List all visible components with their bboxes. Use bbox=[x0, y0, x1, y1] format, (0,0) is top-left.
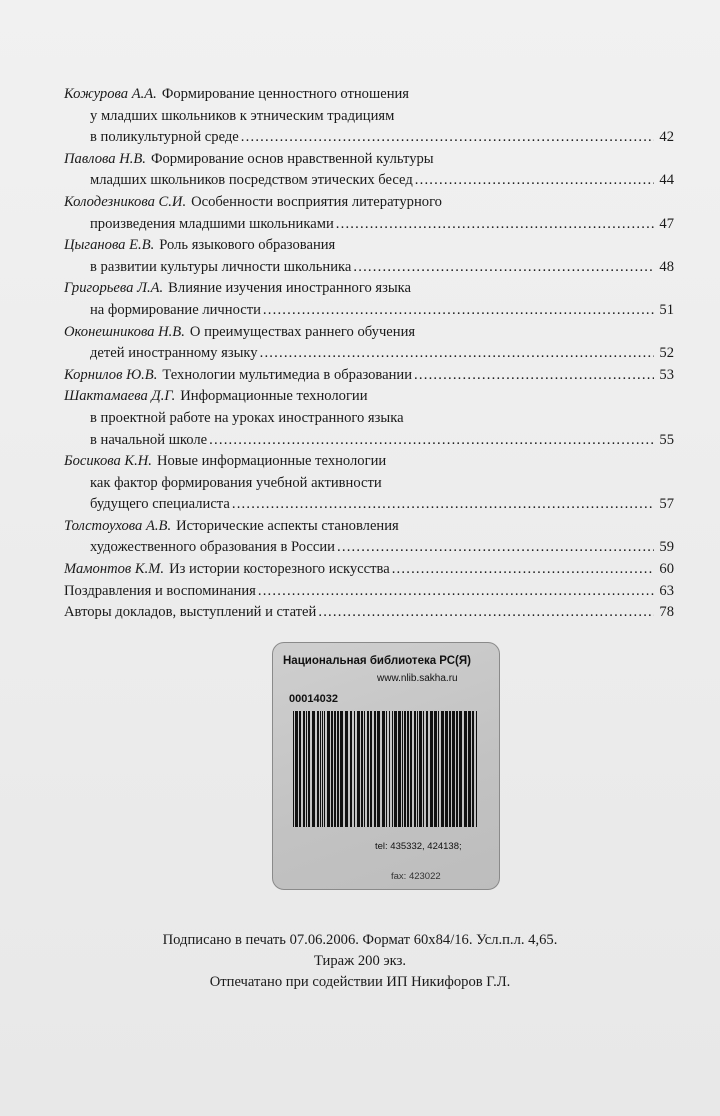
toc-title-text: Новые информационные технологии bbox=[156, 453, 387, 470]
toc-leader-dots bbox=[209, 430, 654, 452]
toc-title-text: Исторические аспекты становления bbox=[176, 517, 399, 534]
toc-entry bbox=[64, 84, 674, 149]
toc-line bbox=[64, 408, 674, 430]
toc-title-text: Авторы докладов, выступлений и статей bbox=[64, 604, 317, 621]
toc-leader-dots bbox=[353, 257, 654, 279]
toc-leader-dots bbox=[336, 214, 654, 236]
sticker-url: www.nlib.sakha.ru bbox=[377, 673, 458, 684]
toc-title-text: младших школьников посредством этических бесед bbox=[90, 172, 413, 189]
toc-leader-dots bbox=[415, 170, 654, 192]
toc-line bbox=[64, 278, 674, 300]
toc-page-number: 78 bbox=[659, 604, 674, 621]
toc-line bbox=[64, 106, 674, 128]
toc-line bbox=[64, 322, 674, 344]
toc-author: Григорьева Л.А. bbox=[64, 280, 164, 297]
toc-title-text: в начальной школе bbox=[90, 431, 208, 448]
toc-line bbox=[64, 214, 674, 236]
sticker-inventory-number: 00014032 bbox=[289, 693, 338, 705]
toc-page-number: 63 bbox=[659, 582, 674, 599]
toc-page-number: 42 bbox=[659, 129, 674, 146]
toc-page-number: 60 bbox=[659, 561, 674, 578]
sticker-telephone: tel: 435332, 424138; bbox=[375, 841, 462, 852]
toc-title-text: в поликультурной среде bbox=[90, 129, 239, 146]
toc-line bbox=[64, 386, 674, 408]
toc-entry bbox=[64, 451, 674, 516]
toc-title-text: Технологии мультимедиа в образовании bbox=[162, 366, 413, 383]
toc-title-text: как фактор формирования учебной активности bbox=[90, 474, 382, 491]
toc-title-text: Роль языкового образования bbox=[159, 237, 336, 254]
table-of-contents bbox=[64, 84, 674, 624]
toc-leader-dots bbox=[337, 537, 654, 559]
toc-title-text: Информационные технологии bbox=[180, 388, 368, 405]
toc-line bbox=[64, 84, 674, 106]
toc-title-text: Поздравления и воспоминания bbox=[64, 582, 256, 599]
toc-page-number: 53 bbox=[659, 366, 674, 383]
toc-entry bbox=[64, 278, 674, 321]
toc-entry bbox=[64, 365, 674, 387]
sticker-fax: fax: 423022 bbox=[391, 871, 441, 882]
toc-title-text: произведения младшими школьниками bbox=[90, 215, 334, 232]
imprint-print-details: Подписано в печать 07.06.2006. Формат 60x84/16. Усл.п.л. 4,65. bbox=[162, 932, 558, 948]
toc-entry bbox=[64, 581, 674, 603]
toc-entry bbox=[64, 386, 674, 451]
toc-line bbox=[64, 559, 674, 581]
toc-entry bbox=[64, 149, 674, 192]
toc-title-text: у младших школьников к этническим традициям bbox=[90, 107, 395, 124]
toc-author: Толстоухова А.В. bbox=[64, 517, 172, 534]
toc-line bbox=[64, 516, 674, 538]
imprint-print-run: Тираж 200 экз. bbox=[314, 953, 406, 969]
toc-title-text: Формирование ценностного отношения bbox=[161, 86, 410, 102]
toc-title-text: будущего специалиста bbox=[90, 496, 230, 513]
toc-leader-dots bbox=[241, 127, 654, 149]
toc-title-text: художественного образования в России bbox=[90, 539, 335, 556]
toc-page-number: 57 bbox=[659, 496, 674, 513]
library-barcode-sticker bbox=[272, 642, 500, 890]
toc-author: Павлова Н.В. bbox=[64, 150, 146, 167]
toc-leader-dots bbox=[318, 602, 654, 624]
toc-line bbox=[64, 300, 674, 322]
toc-line bbox=[64, 451, 674, 473]
toc-title-text: Формирование основ нравственной культуры bbox=[150, 150, 434, 167]
toc-author: Корнилов Ю.В. bbox=[64, 366, 158, 383]
toc-line bbox=[64, 537, 674, 559]
toc-leader-dots bbox=[392, 559, 654, 581]
toc-line bbox=[64, 170, 674, 192]
toc-line bbox=[64, 343, 674, 365]
toc-author: Оконешникова Н.В. bbox=[64, 323, 185, 340]
toc-page-number: 47 bbox=[659, 215, 674, 232]
toc-line bbox=[64, 494, 674, 516]
toc-author: Кожурова А.А. bbox=[64, 86, 157, 102]
toc-entry bbox=[64, 322, 674, 365]
toc-leader-dots bbox=[414, 365, 654, 387]
toc-author: Цыганова Е.В. bbox=[64, 237, 155, 254]
toc-page-number: 59 bbox=[659, 539, 674, 556]
toc-leader-dots bbox=[258, 581, 654, 603]
toc-entry bbox=[64, 192, 674, 235]
toc-entry bbox=[64, 516, 674, 559]
toc-title-text: детей иностранному языку bbox=[90, 345, 258, 362]
toc-title-text: О преимуществах раннего обучения bbox=[189, 323, 416, 340]
sticker-library-name: Национальная библиотека РС(Я) bbox=[283, 655, 471, 667]
toc-page-number: 52 bbox=[659, 345, 674, 362]
toc-page-number: 55 bbox=[659, 431, 674, 448]
toc-title-text: Влияние изучения иностранного языка bbox=[168, 280, 412, 297]
toc-author: Мамонтов К.М. bbox=[64, 561, 165, 578]
toc-line bbox=[64, 235, 674, 257]
toc-leader-dots bbox=[260, 343, 654, 365]
toc-line bbox=[64, 365, 674, 387]
toc-title-text: Особенности восприятия литературного bbox=[191, 193, 442, 210]
toc-line bbox=[64, 473, 674, 495]
toc-title-text: в развитии культуры личности школьника bbox=[90, 258, 352, 275]
toc-page-number: 44 bbox=[659, 172, 674, 189]
toc-line bbox=[64, 127, 674, 149]
toc-title-text: в проектной работе на уроках иностранного языка bbox=[90, 409, 404, 426]
barcode-icon bbox=[291, 709, 481, 829]
toc-entry bbox=[64, 602, 674, 624]
toc-line bbox=[64, 602, 674, 624]
toc-page-number: 51 bbox=[659, 301, 674, 318]
imprint-block bbox=[0, 930, 720, 993]
toc-line bbox=[64, 430, 674, 452]
toc-author: Шактамаева Д.Г. bbox=[64, 388, 176, 405]
toc-line bbox=[64, 192, 674, 214]
toc-entry bbox=[64, 235, 674, 278]
toc-author: Колодезникова С.И. bbox=[64, 193, 187, 210]
toc-title-text: Из истории косторезного искусства bbox=[169, 561, 390, 578]
toc-author: Босикова К.Н. bbox=[64, 453, 152, 470]
toc-page-number: 48 bbox=[659, 258, 674, 275]
toc-line bbox=[64, 149, 674, 171]
toc-leader-dots bbox=[263, 300, 654, 322]
toc-line bbox=[64, 581, 674, 603]
toc-title-text: на формирование личности bbox=[90, 301, 261, 318]
toc-line bbox=[64, 257, 674, 279]
imprint-printer: Отпечатано при содействии ИП Никифоров Г.Л. bbox=[209, 974, 511, 990]
toc-entry bbox=[64, 559, 674, 581]
toc-leader-dots bbox=[232, 494, 654, 516]
